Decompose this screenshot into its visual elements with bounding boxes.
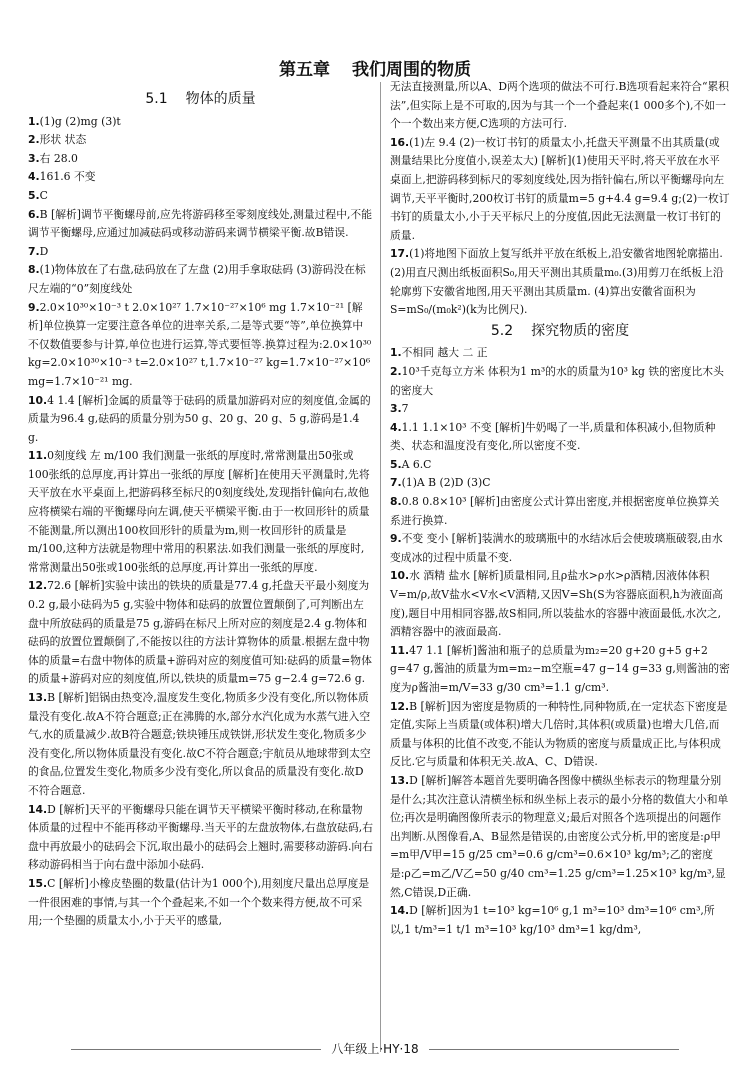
answer-number: 6. — [28, 207, 40, 221]
answer-text: 无法直接测量,所以A、D两个选项的做法不可行.B选项看起来符合“累积法”,但实际上是不可取的,因为与其一个一个叠起来(1 000多个),不如一个一个数出来方便,C选项的方法可行. — [390, 80, 730, 131]
column-divider — [380, 82, 381, 1052]
answer-number: 15. — [28, 876, 48, 890]
answer-item — [28, 168, 373, 187]
answer-item — [390, 456, 730, 475]
answer-number: 8. — [28, 263, 40, 277]
answer-list — [390, 344, 730, 939]
answer-number: 2. — [28, 133, 40, 147]
answer-number: 13. — [28, 691, 48, 704]
answer-number: 4. — [390, 420, 402, 434]
answer-item — [390, 134, 730, 246]
answer-item — [28, 187, 373, 206]
answer-item — [390, 344, 730, 363]
answer-text: 72.6 [解析]实验中读出的铁块的质量是77.4 g,托盘天平最小刻度为0.2 g,最小砝码为5 g,实验中物体和砝码的放置位置颠倒了,可判断出左盘中所放砝码的质量是75 g,游码在标尺上所对应的刻度是2.4 g.物体和砝码的放置位置颠倒了,不能按以往的方法计算物体的质量.根据左盘中物体的质量=右盘中物体的质量+游码对应的刻度值可知:砝码的质量=物体的质量+游码对应的刻度值,所以,铁块的质量m=75 g−2.4 g=72.6 g. — [28, 579, 372, 686]
left-column — [28, 88, 373, 931]
answer-item — [390, 474, 730, 493]
answer-item — [390, 245, 730, 319]
answer-number: 2. — [390, 364, 402, 378]
answer-item — [390, 78, 730, 134]
answer-text: (1)g (2)mg (3)t — [39, 114, 121, 128]
answer-item — [390, 567, 730, 641]
answer-number: 11. — [390, 643, 410, 657]
chapter-name: 我们周围的物质 — [351, 60, 471, 80]
answer-text: 0.8 0.8×10³ [解析]由密度公式计算出密度,并根据密度单位换算关系进行换算. — [390, 495, 720, 527]
answer-number: 3. — [28, 151, 40, 165]
answer-number: 3. — [390, 402, 402, 416]
answer-item — [390, 698, 730, 772]
answer-text: 47 1.1 [解析]酱油和瓶子的总质量为m₂=20 g+20 g+5 g+2 g=47 g,酱油的质量为m=m₂−m空瓶=47 g−14 g=33 g,则酱油的密度为ρ酱油=m/V=33 g/30 cm³=1.1 g/cm³. — [390, 643, 730, 694]
answer-item — [28, 261, 373, 298]
answer-number: 10. — [390, 569, 410, 583]
answer-number: 4. — [28, 170, 40, 184]
section-number: 5.1 — [145, 91, 168, 107]
answer-item — [390, 642, 730, 698]
answer-number: 5. — [28, 188, 40, 202]
answer-item — [28, 875, 373, 931]
section-heading-5-2 — [390, 322, 730, 341]
answer-text: 1.1 1.1×10³ 不变 [解析]牛奶喝了一半,质量和体积减小,但物质种类、状态和温度没有变化,所以密度不变. — [390, 420, 716, 453]
answer-list — [28, 113, 373, 931]
answer-item — [390, 530, 730, 567]
answer-text: 不相同 越大 二 正 — [401, 346, 488, 360]
answer-text: (1)A B (2)D (3)C — [401, 476, 491, 490]
answer-number: 12. — [28, 579, 48, 593]
answer-text: A 6.C — [401, 457, 432, 471]
answer-number: 9. — [390, 532, 402, 546]
answer-text: 水 酒精 盐水 [解析]质量相同,且ρ盐水>ρ水>ρ酒精,因液体体积V=m/ρ,故V盐水<V水<V酒精,又因V=Sh(S为容器底面积,h为液面高度),题目中用相同容器,故S相同,所以装盐水的容器中液面最低,水次之,酒精容器中的液面最高. — [390, 569, 723, 639]
answer-number: 5. — [390, 457, 402, 471]
answer-text: (1)左 9.4 (2)一枚订书钉的质量太小,托盘天平测量不出其质量(或测量结果比分度值小,误差太大) [解析](1)使用天平时,将天平放在水平桌面上,把游码移到标尺的零刻度线处,因为指针偏右,所以平衡螺母向左调节,天平平衡时,200枚订书钉的质量m=5 g+4.4 g=9.4 g;(2)一枚订书钉的质量太小,小于天平标尺上的分度值,因此无法测量一枚订书钉的质量. — [390, 135, 730, 242]
answer-text: D [解析]因为1 t=10³ kg=10⁶ g,1 m³=10³ dm³=10⁶ cm³,所以,1 t/m³=1 t/1 m³=10³ kg/10³ dm³=1 kg/dm³, — [390, 904, 715, 936]
chapter-number: 第五章 — [279, 60, 331, 80]
answer-item — [390, 902, 730, 939]
answer-text: 不变 变小 [解析]装满水的玻璃瓶中的水结冰后会使玻璃瓶破裂,由水变成冰的过程中质量不变. — [390, 532, 723, 564]
answer-item — [28, 150, 373, 169]
answer-number: 16. — [390, 135, 410, 149]
answer-number: 17. — [390, 247, 410, 261]
answer-number: 1. — [28, 114, 40, 128]
answer-item — [28, 392, 373, 448]
section-heading-5-1 — [28, 90, 373, 109]
answer-text: C — [39, 188, 48, 202]
answer-number: 1. — [390, 346, 402, 360]
answer-number: 7. — [390, 476, 402, 490]
right-column — [390, 78, 730, 939]
answer-text: 形状 状态 — [39, 133, 87, 147]
answer-text: 2.0×10³⁰×10⁻³ t 2.0×10²⁷ 1.7×10⁻²⁷×10⁶ mg 1.7×10⁻²¹ [解析]单位换算一定要注意各单位的进率关系,二是等式要“等”,单位换算中不仅数值要参与计算,单位也进行运算,等式要恒等.换算过程为:2.0×10³⁰ kg=2.0×10³⁰×10⁻³ t=2.0×10²⁷ t,1.7×10⁻²⁷ kg=1.7×10⁻²⁷×10⁶ mg=1.7×10⁻²¹ mg. — [28, 300, 372, 388]
chapter-title — [0, 55, 750, 80]
section-number: 5.2 — [490, 322, 514, 339]
answer-item — [28, 447, 373, 577]
answer-item — [28, 243, 373, 262]
answer-item — [28, 206, 373, 243]
answer-list — [390, 78, 730, 320]
answer-item — [28, 689, 373, 801]
answer-item — [28, 113, 373, 132]
section-name: 探究物质的密度 — [531, 322, 630, 339]
answer-text: C [解析]小橡皮垫圈的数量(估计为1 000个),用刻度尺量出总厚度是一件很困难的事情,与其一个个叠起来,不如一个个数来得方便,故不可采用;一个垫圈的质量太小,小于天平的感量, — [28, 876, 370, 928]
answer-item — [390, 493, 730, 530]
answer-item — [28, 131, 373, 150]
answer-item — [28, 577, 373, 689]
answer-text: B [解析]铝锅由热变冷,温度发生变化,物质多少没有变化,所以物体质量没有变化.故A不符合题意;正在沸腾的水,部分水汽化成为水蒸气进入空气,水的质量减少.故B符合题意;铁块锤压成铁饼,形状发生变化,物质多少没有变化,所以物体质量没有变化.故C不符合题意;宇航员从地球带到太空的食品,位置发生变化,物质多少没有变化,所以食品的质量没有变化.故D不符合题意. — [28, 691, 371, 797]
answer-number: 12. — [390, 699, 410, 713]
answer-number: 8. — [390, 495, 402, 509]
answer-text: 161.6 不变 — [39, 170, 96, 184]
answer-number: 7. — [28, 244, 40, 258]
answer-number: 10. — [28, 393, 48, 407]
page-footer: 八年级上·HY·18 — [0, 1040, 750, 1057]
answer-number: 11. — [28, 449, 48, 463]
answer-text: 10³千克每立方米 体积为1 m³的水的质量为10³ kg 铁的密度比木头的密度大 — [390, 364, 724, 397]
answer-item — [390, 363, 730, 400]
answer-text: D [解析]解答本题首先要明确各图像中横纵坐标表示的物理量分别是什么;其次注意认清横坐标和纵坐标上表示的最小分格的数值大小和单位;再次是明确图像所表示的物理意义;最后对照各个选项提出的问题作出判断.从图像看,A、B显然是错误的,由密度公式分析,甲的密度是:ρ甲=m甲/V甲=15 g/25 cm³=0.6 g/cm³=0.6×10³ kg/m³;乙的密度是:ρ乙=m乙/V乙=50 g/40 cm³=1.25 g/cm³=1.25×10³ kg/m³,显然,C错误,D正确. — [390, 773, 729, 899]
answer-text: 右 28.0 — [39, 151, 78, 165]
answer-text: B [解析]调节平衡螺母前,应先将游码移至零刻度线处,测量过程中,不能调节平衡螺母,应通过加减砝码或移动游码来调节横梁平衡.故B错误. — [28, 207, 373, 240]
answer-text: B [解析]因为密度是物质的一种特性,同种物质,在一定状态下密度是定值,实际上当质量(或体积)增大几倍时,其体积(或质量)也增大几倍,而质量与体积的比值不改变,不能认为物质的密度与质量成正比,与体积成反比.它与质量和体积无关.故A、C、D错误. — [390, 699, 728, 769]
answer-item — [390, 400, 730, 419]
answer-number: 14. — [390, 904, 410, 918]
answer-text: 0刻度线 左 m/100 我们测量一张纸的厚度时,常常测量出50张或100张纸的总厚度,再计算出一张纸的厚度 [解析]在使用天平测量时,先将天平放在水平桌面上,把游码移至标尺的0刻度线处,发现指针偏向右,故他应将横梁右端的平衡螺母向左调,使天平横梁平衡.由于一枚回形针的质量不能测量,所以测出100枚回形针的质量为m,则一枚回形针的质量是m/100,这种方法就是物理中常用的积累法.如我们测量一张纸的厚度时,常常测量出50张或100张纸的总厚度,再计算出一张纸的厚度. — [28, 449, 370, 574]
answer-item — [28, 299, 373, 392]
answer-text: (1)将地图下面放上复写纸并平放在纸板上,沿安徽省地图轮廓描出.(2)用直尺测出纸板面积S₀,用天平测出其质量m₀.(3)用剪刀在纸板上沿轮廓剪下安徽省地图,用天平测出其质量m. (4)算出安徽省面积为S=mS₀/(m₀k²)(k为比例尺). — [390, 247, 724, 317]
answer-item — [390, 419, 730, 456]
section-name: 物体的质量 — [185, 91, 256, 107]
answer-text: 7 — [401, 402, 409, 416]
answer-number: 9. — [28, 300, 40, 314]
answer-item — [28, 801, 373, 875]
answer-item — [390, 772, 730, 902]
answer-number: 13. — [390, 773, 410, 787]
answer-text: (1)物体放在了右盘,砝码放在了左盘 (2)用手拿取砝码 (3)游码没在标尺左端的“0”刻度线处 — [28, 263, 366, 295]
answer-number: 14. — [28, 802, 48, 816]
answer-text: D [解析]天平的平衡螺母只能在调节天平横梁平衡时移动,在称量物体质量的过程中不能再移动平衡螺母.当天平的左盘放物体,右盘放砝码,右盘中再放最小的砝码会下沉,取出最小的砝码会上翘时,需要移动游码.向右移动游码相当于向右盘中添加小砝码. — [28, 802, 373, 872]
answer-text: D — [39, 244, 49, 258]
answer-text: 4 1.4 [解析]金属的质量等于砝码的质量加游码对应的刻度值,金属的质量为96.4 g,砝码的质量分别为50 g、20 g、20 g、5 g,游码是1.4 g. — [28, 393, 371, 444]
